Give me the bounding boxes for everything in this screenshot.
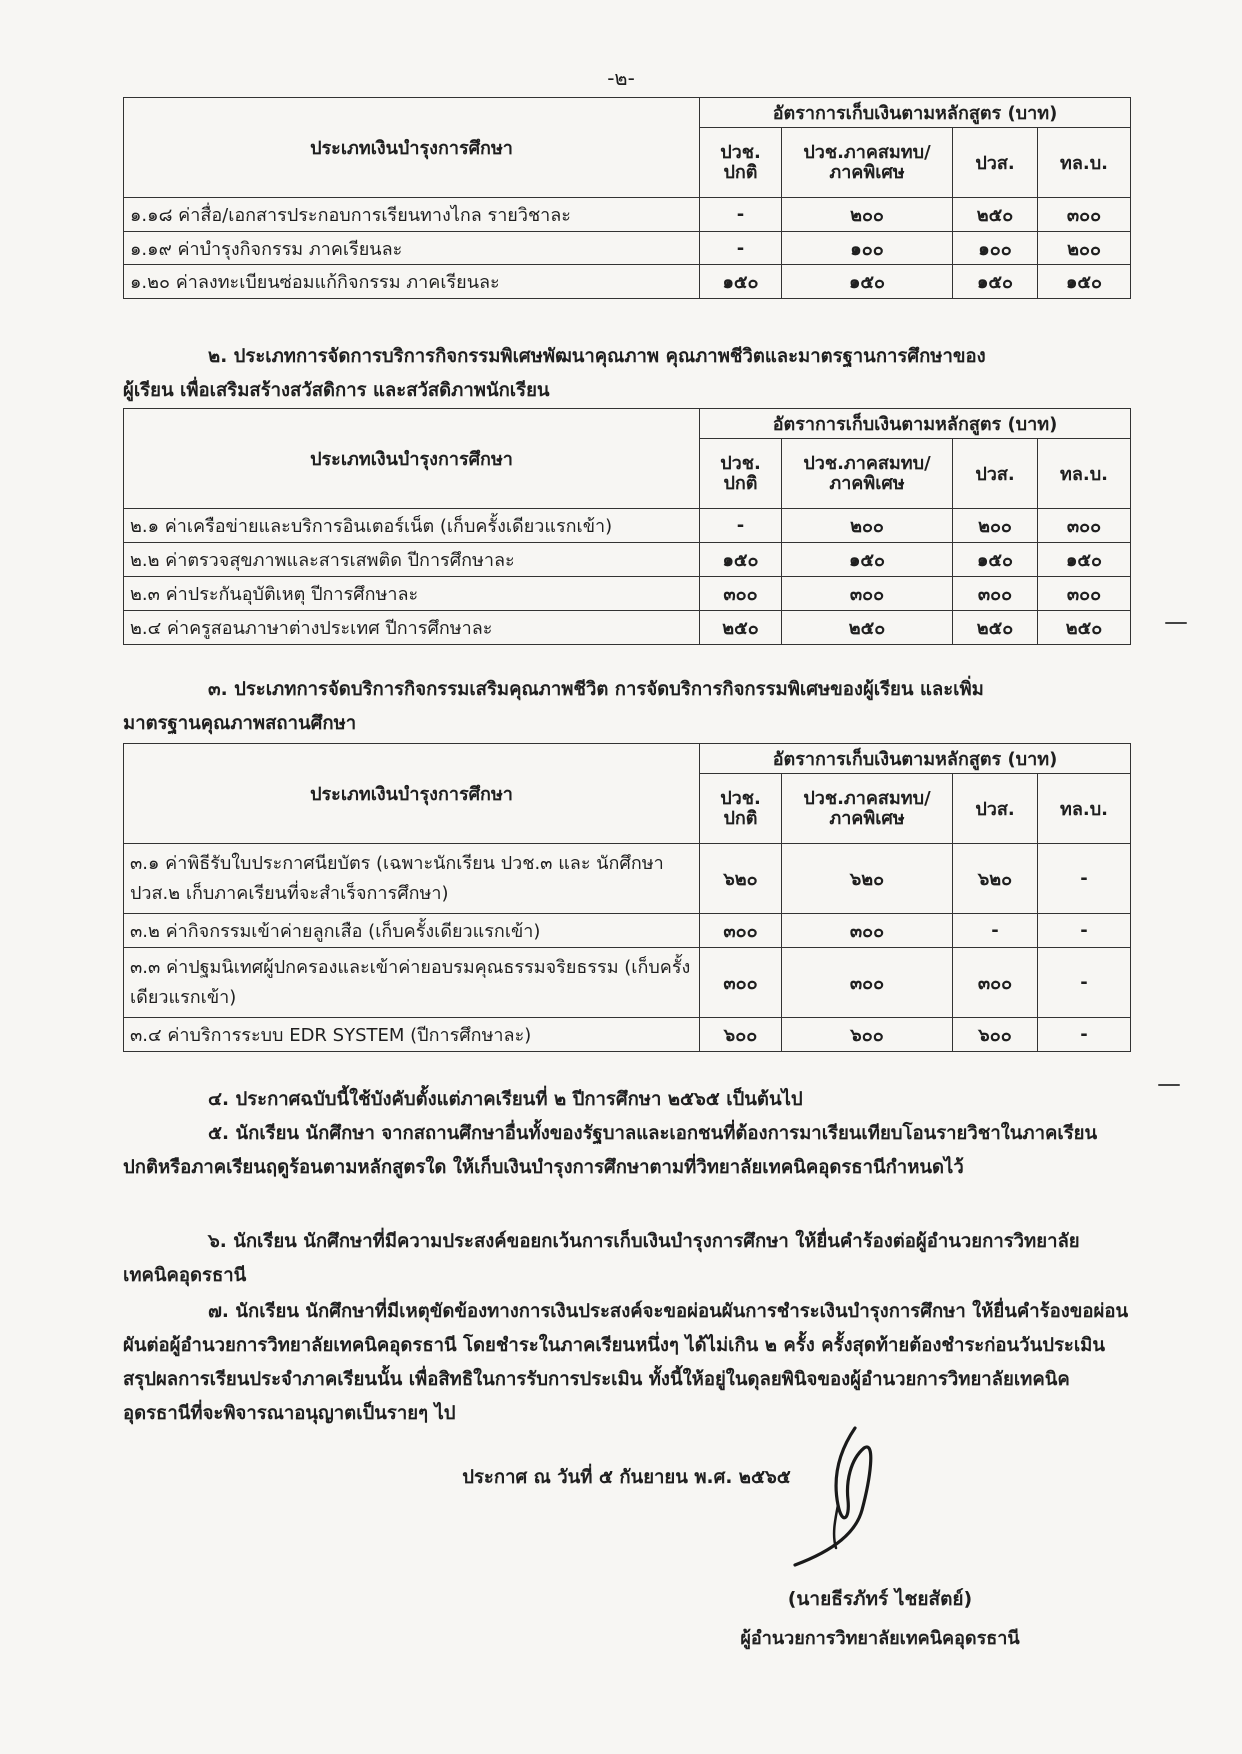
fee-value: ๓๐๐: [1038, 509, 1131, 543]
fee-value: ๑๕๐: [1038, 543, 1131, 577]
fee-value: ๑๕๐: [782, 543, 953, 577]
section-3-heading-line1: ๓. ประเภทการจัดบริการกิจกรรมเสริมคุณภาพชีวิต การจัดบริการกิจกรรมพิเศษของผู้เรียน และเพิ่ม: [208, 679, 984, 700]
section-2-heading-line2: ผู้เรียน เพื่อเสริมสร้างสวัสดิการ และสวัสดิภาพนักเรียน: [123, 380, 550, 401]
col-header-pvc-regular: ปวช. ปกติ: [700, 774, 782, 844]
fee-value: ๒๕๐: [953, 611, 1038, 645]
fee-item: ๓.๑ ค่าพิธีรับใบประกาศนียบัตร (เฉพาะนักเรียน ปวช.๓ และ นักศึกษา ปวส.๒ เก็บภาคเรียนที่จะสำเร็จการศึกษา): [124, 844, 700, 914]
fee-value: ๑๕๐: [953, 543, 1038, 577]
fee-item: ๓.๒ ค่ากิจกรรมเข้าค่ายลูกเสือ (เก็บครั้งเดียวแรกเข้า): [124, 914, 700, 948]
table-row: [124, 844, 1131, 914]
fee-value: ๒๕๐: [700, 611, 782, 645]
clause-7: ๗. นักเรียน นักศึกษาที่มีเหตุขัดข้องทางการเงินประสงค์จะขอผ่อนผันการชำระเงินบำรุงการศึกษา ให้ยื่นคำร้องขอผ่อนผันต่อผู้อำนวยการวิทยาลัยเทคนิคอุดรธานี โดยชำระในภาคเรียนหนึ่งๆ ได้ไม่เกิน ๒ ครั้ง ครั้งสุดท้ายต้องชำระก่อนวันประเมินสรุปผลการเรียนประจำภาคเรียนนั้น เพื่อสิทธิในการรับการประเมิน ทั้งนี้ให้อยู่ในดุลยพินิจของผู้อำนวยการวิทยาลัยเทคนิคอุดรธานีที่จะพิจารณาอนุญาตเป็นรายๆ ไป: [123, 1301, 1129, 1424]
clause-6: ๖. นักเรียน นักศึกษาที่มีความประสงค์ขอยกเว้นการเก็บเงินบำรุงการศึกษา ให้ยื่นคำร้องต่อผู้อำนวยการวิทยาลัยเทคนิคอุดรธานี: [123, 1231, 1080, 1286]
fee-value: ๑๕๐: [782, 265, 953, 299]
fee-value: ๖๐๐: [953, 1018, 1038, 1052]
section-3-heading-line2: มาตรฐานคุณภาพสถานศึกษา: [123, 713, 357, 734]
page-number: -๒-: [607, 66, 635, 90]
fee-value: ๓๐๐: [953, 948, 1038, 1018]
table-row: [124, 1018, 1131, 1052]
table-row: [124, 232, 1131, 265]
fee-value: -: [953, 914, 1038, 948]
fee-value: ๒๐๐: [1038, 232, 1131, 265]
col-header-pvc-regular: ปวช. ปกติ: [700, 439, 782, 509]
fee-item: ๑.๒๐ ค่าลงทะเบียนซ่อมแก้กิจกรรม ภาคเรียนละ: [124, 265, 700, 299]
fee-value: -: [1038, 844, 1131, 914]
col-header-pvc-special: ปวช.ภาคสมทบ/ ภาคพิเศษ: [782, 774, 953, 844]
signer-title: ผู้อำนวยการวิทยาลัยเทคนิคอุดรธานี: [740, 1628, 1020, 1649]
scan-artifact: [1158, 1084, 1180, 1086]
section-2-heading: [123, 340, 1130, 408]
fee-value: ๖๒๐: [782, 844, 953, 914]
fee-value: ๒๐๐: [782, 509, 953, 543]
col-header-pvc-special: ปวช.ภาคสมทบ/ ภาคพิเศษ: [782, 439, 953, 509]
fee-value: ๖๒๐: [953, 844, 1038, 914]
scan-artifact: [1165, 622, 1187, 624]
fee-value: ๑๕๐: [953, 265, 1038, 299]
table-row: [124, 914, 1131, 948]
fee-value: ๒๐๐: [953, 509, 1038, 543]
fee-value: -: [1038, 914, 1131, 948]
fee-value: ๑๕๐: [700, 265, 782, 299]
fee-item: ๒.๑ ค่าเครือข่ายและบริการอินเตอร์เน็ต (เก็บครั้งเดียวแรกเข้า): [124, 509, 700, 543]
fee-value: -: [700, 232, 782, 265]
fee-value: ๑๕๐: [1038, 265, 1131, 299]
table-row: [124, 265, 1131, 299]
fee-value: ๑๐๐: [782, 232, 953, 265]
fee-value: ๓๐๐: [1038, 198, 1131, 232]
fee-table-3: [123, 743, 1131, 1052]
fee-value: ๒๕๐: [1038, 611, 1131, 645]
col-header-pvc-regular: ปวช. ปกติ: [700, 128, 782, 198]
fee-value: ๓๐๐: [782, 914, 953, 948]
fee-item: ๒.๓ ค่าประกันอุบัติเหตุ ปีการศึกษาละ: [124, 577, 700, 611]
fee-value: ๓๐๐: [782, 948, 953, 1018]
col-header-pvs: ปวส.: [953, 774, 1038, 844]
rate-group-header: อัตราการเก็บเงินตามหลักสูตร (บาท): [700, 744, 1131, 774]
fee-table-1: [123, 97, 1131, 299]
fee-value: ๑๕๐: [700, 543, 782, 577]
fee-item: ๒.๒ ค่าตรวจสุขภาพและสารเสพติด ปีการศึกษาละ: [124, 543, 700, 577]
section-2-heading-line1: ๒. ประเภทการจัดการบริการกิจกรรมพิเศษพัฒนาคุณภาพ คุณภาพชีวิตและมาตรฐานการศึกษาของ: [208, 346, 986, 367]
fee-value: ๖๐๐: [700, 1018, 782, 1052]
fee-value: ๓๐๐: [700, 577, 782, 611]
fee-item: ๑.๑๘ ค่าสื่อ/เอกสารประกอบการเรียนทางไกล รายวิชาละ: [124, 198, 700, 232]
col-header-bachelor: ทล.บ.: [1038, 128, 1131, 198]
announcement-date: ประกาศ ณ วันที่ ๕ กันยายน พ.ศ. ๒๕๖๕: [462, 1467, 791, 1488]
table-row: [124, 509, 1131, 543]
fee-value: ๑๐๐: [953, 232, 1038, 265]
fee-item: ๓.๓ ค่าปฐมนิเทศผู้ปกครองและเข้าค่ายอบรมคุณธรรมจริยธรรม (เก็บครั้งเดียวแรกเข้า): [124, 948, 700, 1018]
fee-value: ๓๐๐: [700, 914, 782, 948]
table-row: [124, 543, 1131, 577]
fee-value: ๓๐๐: [953, 577, 1038, 611]
signer-name: (นายธีรภัทร์ ไชยสัตย์): [787, 1588, 973, 1610]
table-row: [124, 577, 1131, 611]
col-header-pvs: ปวส.: [953, 439, 1038, 509]
type-column-header: ประเภทเงินบำรุงการศึกษา: [124, 409, 700, 509]
fee-value: -: [1038, 1018, 1131, 1052]
fee-table-2: [123, 408, 1131, 645]
fee-item: ๑.๑๙ ค่าบำรุงกิจกรรม ภาคเรียนละ: [124, 232, 700, 265]
fee-value: ๓๐๐: [700, 948, 782, 1018]
section-3-heading: [123, 673, 1130, 741]
fee-item: ๒.๔ ค่าครูสอนภาษาต่างประเทศ ปีการศึกษาละ: [124, 611, 700, 645]
fee-value: -: [700, 509, 782, 543]
fee-value: -: [700, 198, 782, 232]
col-header-pvs: ปวส.: [953, 128, 1038, 198]
fee-value: ๓๐๐: [1038, 577, 1131, 611]
fee-value: ๖๐๐: [782, 1018, 953, 1052]
rate-group-header: อัตราการเก็บเงินตามหลักสูตร (บาท): [700, 98, 1131, 128]
table-row: [124, 198, 1131, 232]
col-header-bachelor: ทล.บ.: [1038, 439, 1131, 509]
fee-value: -: [1038, 948, 1131, 1018]
fee-value: ๒๕๐: [782, 611, 953, 645]
fee-value: ๓๐๐: [782, 577, 953, 611]
signature-mark: [780, 1420, 910, 1570]
table-row: [124, 611, 1131, 645]
col-header-bachelor: ทล.บ.: [1038, 774, 1131, 844]
fee-value: ๒๕๐: [953, 198, 1038, 232]
col-header-pvc-special: ปวช.ภาคสมทบ/ ภาคพิเศษ: [782, 128, 953, 198]
rate-group-header: อัตราการเก็บเงินตามหลักสูตร (บาท): [700, 409, 1131, 439]
clause-5: ๕. นักเรียน นักศึกษา จากสถานศึกษาอื่นทั้งของรัฐบาลและเอกชนที่ต้องการมาเรียนเทียบโอนรายวิชาในภาคเรียนปกติหรือภาคเรียนฤดูร้อนตามหลักสูตรใด ให้เก็บเงินบำรุงการศึกษาตามที่วิทยาลัยเทคนิคอุดรธานีกำหนดไว้: [123, 1123, 1098, 1178]
clause-4: ๔. ประกาศฉบับนี้ใช้บังคับตั้งแต่ภาคเรียนที่ ๒ ปีการศึกษา ๒๕๖๕ เป็นต้นไป: [208, 1089, 803, 1110]
type-column-header: ประเภทเงินบำรุงการศึกษา: [124, 744, 700, 844]
fee-value: ๒๐๐: [782, 198, 953, 232]
fee-value: ๖๒๐: [700, 844, 782, 914]
type-column-header: ประเภทเงินบำรุงการศึกษา: [124, 98, 700, 198]
fee-item: ๓.๔ ค่าบริการระบบ EDR SYSTEM (ปีการศึกษาละ): [124, 1018, 700, 1052]
table-row: [124, 948, 1131, 1018]
